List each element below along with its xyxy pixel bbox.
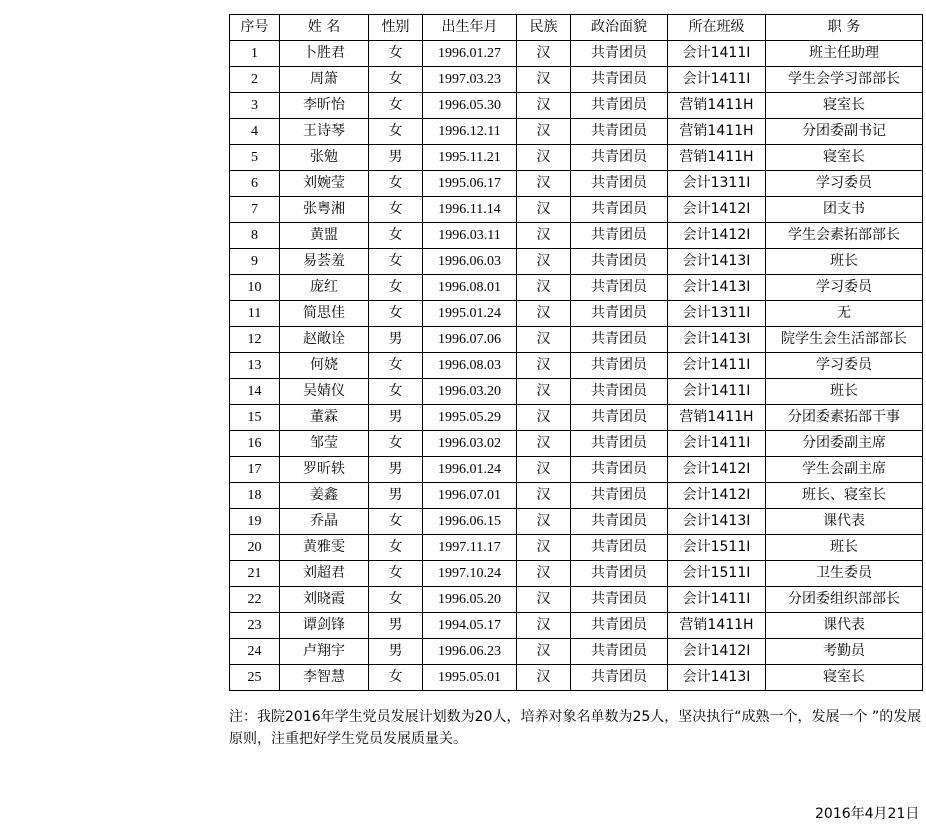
cell-index: 7: [230, 197, 280, 223]
cell-index: 21: [230, 561, 280, 587]
cell-class: 会计1411I: [668, 431, 766, 457]
table-row: [230, 41, 923, 67]
footnote: 注：我院2016年学生党员发展计划数为20人，培养对象名单数为25人，坚决执行“成熟一个，发展一个 ”的发展原则，注重把好学生党员发展质量关。: [229, 709, 922, 747]
cell-position: 院学生会生活部部长: [766, 327, 923, 353]
cell-index: 1: [230, 41, 280, 67]
cell-position: 班主任助理: [766, 41, 923, 67]
cell-position: 无: [766, 301, 923, 327]
cell-name: 罗昕轶: [280, 457, 369, 483]
cell-gender: 男: [369, 639, 423, 665]
cell-birth: 1996.06.03: [423, 249, 517, 275]
cell-birth: 1996.03.02: [423, 431, 517, 457]
table-row: [230, 405, 923, 431]
cell-political-status: 共青团员: [571, 613, 668, 639]
table-row: [230, 197, 923, 223]
cell-class: 营销1411H: [668, 93, 766, 119]
table-row: [230, 275, 923, 301]
cell-political-status: 共青团员: [571, 483, 668, 509]
cell-class: 营销1411H: [668, 405, 766, 431]
cell-position: 课代表: [766, 613, 923, 639]
cell-name: 刘晓霞: [280, 587, 369, 613]
cell-class: 会计1412I: [668, 483, 766, 509]
cell-political-status: 共青团员: [571, 327, 668, 353]
cell-name: 乔晶: [280, 509, 369, 535]
cell-name: 吴婧仪: [280, 379, 369, 405]
cell-class: 会计1511I: [668, 535, 766, 561]
cell-birth: 1996.07.01: [423, 483, 517, 509]
cell-political-status: 共青团员: [571, 171, 668, 197]
cell-class: 会计1411I: [668, 353, 766, 379]
header-ethnicity: 民族: [517, 15, 571, 41]
table-row: [230, 561, 923, 587]
cell-index: 3: [230, 93, 280, 119]
cell-birth: 1997.11.17: [423, 535, 517, 561]
cell-class: 会计1413I: [668, 665, 766, 691]
cell-political-status: 共青团员: [571, 561, 668, 587]
cell-index: 23: [230, 613, 280, 639]
cell-birth: 1996.03.20: [423, 379, 517, 405]
cell-gender: 女: [369, 353, 423, 379]
cell-gender: 女: [369, 275, 423, 301]
cell-ethnicity: 汉: [517, 639, 571, 665]
table-row: [230, 379, 923, 405]
cell-political-status: 共青团员: [571, 535, 668, 561]
header-name: 姓 名: [280, 15, 369, 41]
cell-class: 会计1413I: [668, 327, 766, 353]
cell-birth: 1995.05.01: [423, 665, 517, 691]
cell-name: 庞红: [280, 275, 369, 301]
table-row: [230, 223, 923, 249]
cell-gender: 女: [369, 431, 423, 457]
cell-position: 学习委员: [766, 171, 923, 197]
cell-index: 17: [230, 457, 280, 483]
table-row: [230, 67, 923, 93]
cell-class: 会计1413I: [668, 509, 766, 535]
table-row: [230, 587, 923, 613]
table-row: [230, 93, 923, 119]
cell-name: 张粤湘: [280, 197, 369, 223]
cell-birth: 1996.11.14: [423, 197, 517, 223]
cell-political-status: 共青团员: [571, 639, 668, 665]
cell-ethnicity: 汉: [517, 535, 571, 561]
cell-ethnicity: 汉: [517, 327, 571, 353]
cell-index: 12: [230, 327, 280, 353]
cell-index: 18: [230, 483, 280, 509]
cell-ethnicity: 汉: [517, 353, 571, 379]
cell-birth: 1994.05.17: [423, 613, 517, 639]
cell-class: 会计1311I: [668, 171, 766, 197]
cell-political-status: 共青团员: [571, 431, 668, 457]
cell-birth: 1996.06.15: [423, 509, 517, 535]
cell-class: 营销1411H: [668, 119, 766, 145]
table-row: [230, 535, 923, 561]
cell-position: 学生会素拓部部长: [766, 223, 923, 249]
cell-ethnicity: 汉: [517, 587, 571, 613]
cell-name: 何娆: [280, 353, 369, 379]
cell-position: 学生会副主席: [766, 457, 923, 483]
cell-position: 分团委素拓部干事: [766, 405, 923, 431]
cell-ethnicity: 汉: [517, 145, 571, 171]
cell-birth: 1995.11.21: [423, 145, 517, 171]
cell-ethnicity: 汉: [517, 67, 571, 93]
cell-class: 会计1411I: [668, 587, 766, 613]
cell-gender: 女: [369, 119, 423, 145]
cell-political-status: 共青团员: [571, 405, 668, 431]
cell-index: 20: [230, 535, 280, 561]
table-row: [230, 457, 923, 483]
cell-ethnicity: 汉: [517, 509, 571, 535]
cell-name: 黄雅雯: [280, 535, 369, 561]
cell-gender: 男: [369, 405, 423, 431]
table-row: [230, 353, 923, 379]
cell-birth: 1996.05.20: [423, 587, 517, 613]
table-row: [230, 431, 923, 457]
document-date: 2016年4月21日: [815, 806, 920, 822]
cell-gender: 女: [369, 197, 423, 223]
cell-name: 董霖: [280, 405, 369, 431]
cell-political-status: 共青团员: [571, 119, 668, 145]
cell-index: 10: [230, 275, 280, 301]
cell-birth: 1996.08.01: [423, 275, 517, 301]
cell-position: 学习委员: [766, 353, 923, 379]
cell-class: 会计1412I: [668, 457, 766, 483]
cell-political-status: 共青团员: [571, 665, 668, 691]
cell-gender: 女: [369, 301, 423, 327]
cell-ethnicity: 汉: [517, 561, 571, 587]
cell-class: 营销1411H: [668, 613, 766, 639]
cell-name: 简思佳: [280, 301, 369, 327]
cell-position: 班长: [766, 249, 923, 275]
cell-class: 会计1412I: [668, 639, 766, 665]
cell-index: 25: [230, 665, 280, 691]
header-index: 序号: [230, 15, 280, 41]
cell-birth: 1996.08.03: [423, 353, 517, 379]
cell-ethnicity: 汉: [517, 379, 571, 405]
cell-name: 李昕怡: [280, 93, 369, 119]
cell-position: 课代表: [766, 509, 923, 535]
cell-index: 5: [230, 145, 280, 171]
cell-birth: 1996.03.11: [423, 223, 517, 249]
cell-gender: 女: [369, 223, 423, 249]
cell-ethnicity: 汉: [517, 457, 571, 483]
cell-ethnicity: 汉: [517, 431, 571, 457]
cell-political-status: 共青团员: [571, 145, 668, 171]
cell-index: 6: [230, 171, 280, 197]
cell-name: 姜鑫: [280, 483, 369, 509]
cell-position: 学习委员: [766, 275, 923, 301]
cell-gender: 男: [369, 145, 423, 171]
cell-index: 15: [230, 405, 280, 431]
cell-gender: 女: [369, 379, 423, 405]
cell-name: 刘婉莹: [280, 171, 369, 197]
cell-class: 会计1413I: [668, 275, 766, 301]
cell-position: 寝室长: [766, 93, 923, 119]
cell-index: 8: [230, 223, 280, 249]
table-row: [230, 145, 923, 171]
cell-gender: 男: [369, 483, 423, 509]
cell-name: 周箫: [280, 67, 369, 93]
cell-name: 卜胜君: [280, 41, 369, 67]
cell-gender: 男: [369, 457, 423, 483]
cell-ethnicity: 汉: [517, 665, 571, 691]
cell-index: 24: [230, 639, 280, 665]
header-gender: 性别: [369, 15, 423, 41]
cell-position: 班长: [766, 535, 923, 561]
roster-body: [230, 41, 923, 691]
cell-name: 谭剑锋: [280, 613, 369, 639]
cell-position: 寝室长: [766, 665, 923, 691]
cell-name: 李智慧: [280, 665, 369, 691]
cell-index: 13: [230, 353, 280, 379]
header-political-status: 政治面貌: [571, 15, 668, 41]
cell-name: 邹莹: [280, 431, 369, 457]
cell-gender: 女: [369, 67, 423, 93]
cell-ethnicity: 汉: [517, 223, 571, 249]
cell-gender: 女: [369, 249, 423, 275]
cell-political-status: 共青团员: [571, 223, 668, 249]
cell-class: 会计1412I: [668, 223, 766, 249]
cell-index: 11: [230, 301, 280, 327]
cell-index: 2: [230, 67, 280, 93]
cell-gender: 男: [369, 327, 423, 353]
cell-ethnicity: 汉: [517, 249, 571, 275]
cell-class: 会计1511I: [668, 561, 766, 587]
cell-position: 分团委副主席: [766, 431, 923, 457]
cell-position: 班长、寝室长: [766, 483, 923, 509]
cell-political-status: 共青团员: [571, 301, 668, 327]
cell-birth: 1996.01.24: [423, 457, 517, 483]
cell-gender: 女: [369, 171, 423, 197]
cell-ethnicity: 汉: [517, 171, 571, 197]
cell-class: 营销1411H: [668, 145, 766, 171]
cell-ethnicity: 汉: [517, 405, 571, 431]
cell-index: 9: [230, 249, 280, 275]
cell-class: 会计1412I: [668, 197, 766, 223]
cell-political-status: 共青团员: [571, 197, 668, 223]
cell-birth: 1995.05.29: [423, 405, 517, 431]
cell-name: 赵敞诠: [280, 327, 369, 353]
cell-class: 会计1411I: [668, 379, 766, 405]
cell-name: 刘超君: [280, 561, 369, 587]
table-row: [230, 665, 923, 691]
cell-gender: 女: [369, 509, 423, 535]
header-class: 所在班级: [668, 15, 766, 41]
cell-ethnicity: 汉: [517, 197, 571, 223]
cell-gender: 女: [369, 561, 423, 587]
cell-political-status: 共青团员: [571, 67, 668, 93]
cell-name: 易荟羞: [280, 249, 369, 275]
cell-position: 分团委组织部部长: [766, 587, 923, 613]
header-birth: 出生年月: [423, 15, 517, 41]
table-row: [230, 171, 923, 197]
cell-birth: 1996.05.30: [423, 93, 517, 119]
header-row: [230, 15, 923, 41]
cell-political-status: 共青团员: [571, 93, 668, 119]
table-row: [230, 613, 923, 639]
cell-gender: 女: [369, 587, 423, 613]
cell-index: 19: [230, 509, 280, 535]
cell-birth: 1996.01.27: [423, 41, 517, 67]
cell-birth: 1996.07.06: [423, 327, 517, 353]
cell-political-status: 共青团员: [571, 249, 668, 275]
cell-political-status: 共青团员: [571, 587, 668, 613]
table-row: [230, 327, 923, 353]
cell-birth: 1997.10.24: [423, 561, 517, 587]
cell-position: 考勤员: [766, 639, 923, 665]
cell-position: 团支书: [766, 197, 923, 223]
cell-position: 卫生委员: [766, 561, 923, 587]
cell-political-status: 共青团员: [571, 275, 668, 301]
cell-position: 学生会学习部部长: [766, 67, 923, 93]
cell-class: 会计1413I: [668, 249, 766, 275]
cell-ethnicity: 汉: [517, 613, 571, 639]
cell-birth: 1996.12.11: [423, 119, 517, 145]
cell-name: 张勉: [280, 145, 369, 171]
cell-birth: 1997.03.23: [423, 67, 517, 93]
cell-political-status: 共青团员: [571, 457, 668, 483]
roster-table: [229, 14, 923, 691]
cell-ethnicity: 汉: [517, 483, 571, 509]
table-row: [230, 119, 923, 145]
cell-class: 会计1311I: [668, 301, 766, 327]
header-position: 职 务: [766, 15, 923, 41]
cell-ethnicity: 汉: [517, 41, 571, 67]
cell-political-status: 共青团员: [571, 509, 668, 535]
cell-position: 分团委副书记: [766, 119, 923, 145]
cell-class: 会计1411I: [668, 67, 766, 93]
table-row: [230, 509, 923, 535]
cell-position: 寝室长: [766, 145, 923, 171]
table-row: [230, 483, 923, 509]
cell-ethnicity: 汉: [517, 301, 571, 327]
cell-birth: 1995.06.17: [423, 171, 517, 197]
cell-gender: 男: [369, 613, 423, 639]
cell-gender: 女: [369, 93, 423, 119]
cell-gender: 女: [369, 41, 423, 67]
cell-name: 黄盟: [280, 223, 369, 249]
cell-birth: 1996.06.23: [423, 639, 517, 665]
cell-index: 22: [230, 587, 280, 613]
cell-index: 14: [230, 379, 280, 405]
table-row: [230, 639, 923, 665]
cell-position: 班长: [766, 379, 923, 405]
cell-ethnicity: 汉: [517, 93, 571, 119]
cell-index: 4: [230, 119, 280, 145]
cell-birth: 1995.01.24: [423, 301, 517, 327]
cell-political-status: 共青团员: [571, 379, 668, 405]
cell-political-status: 共青团员: [571, 41, 668, 67]
cell-class: 会计1411I: [668, 41, 766, 67]
cell-ethnicity: 汉: [517, 275, 571, 301]
cell-name: 王诗琴: [280, 119, 369, 145]
cell-political-status: 共青团员: [571, 353, 668, 379]
table-row: [230, 301, 923, 327]
cell-ethnicity: 汉: [517, 119, 571, 145]
cell-gender: 女: [369, 665, 423, 691]
cell-name: 卢翔宇: [280, 639, 369, 665]
table-row: [230, 249, 923, 275]
cell-gender: 女: [369, 535, 423, 561]
cell-index: 16: [230, 431, 280, 457]
